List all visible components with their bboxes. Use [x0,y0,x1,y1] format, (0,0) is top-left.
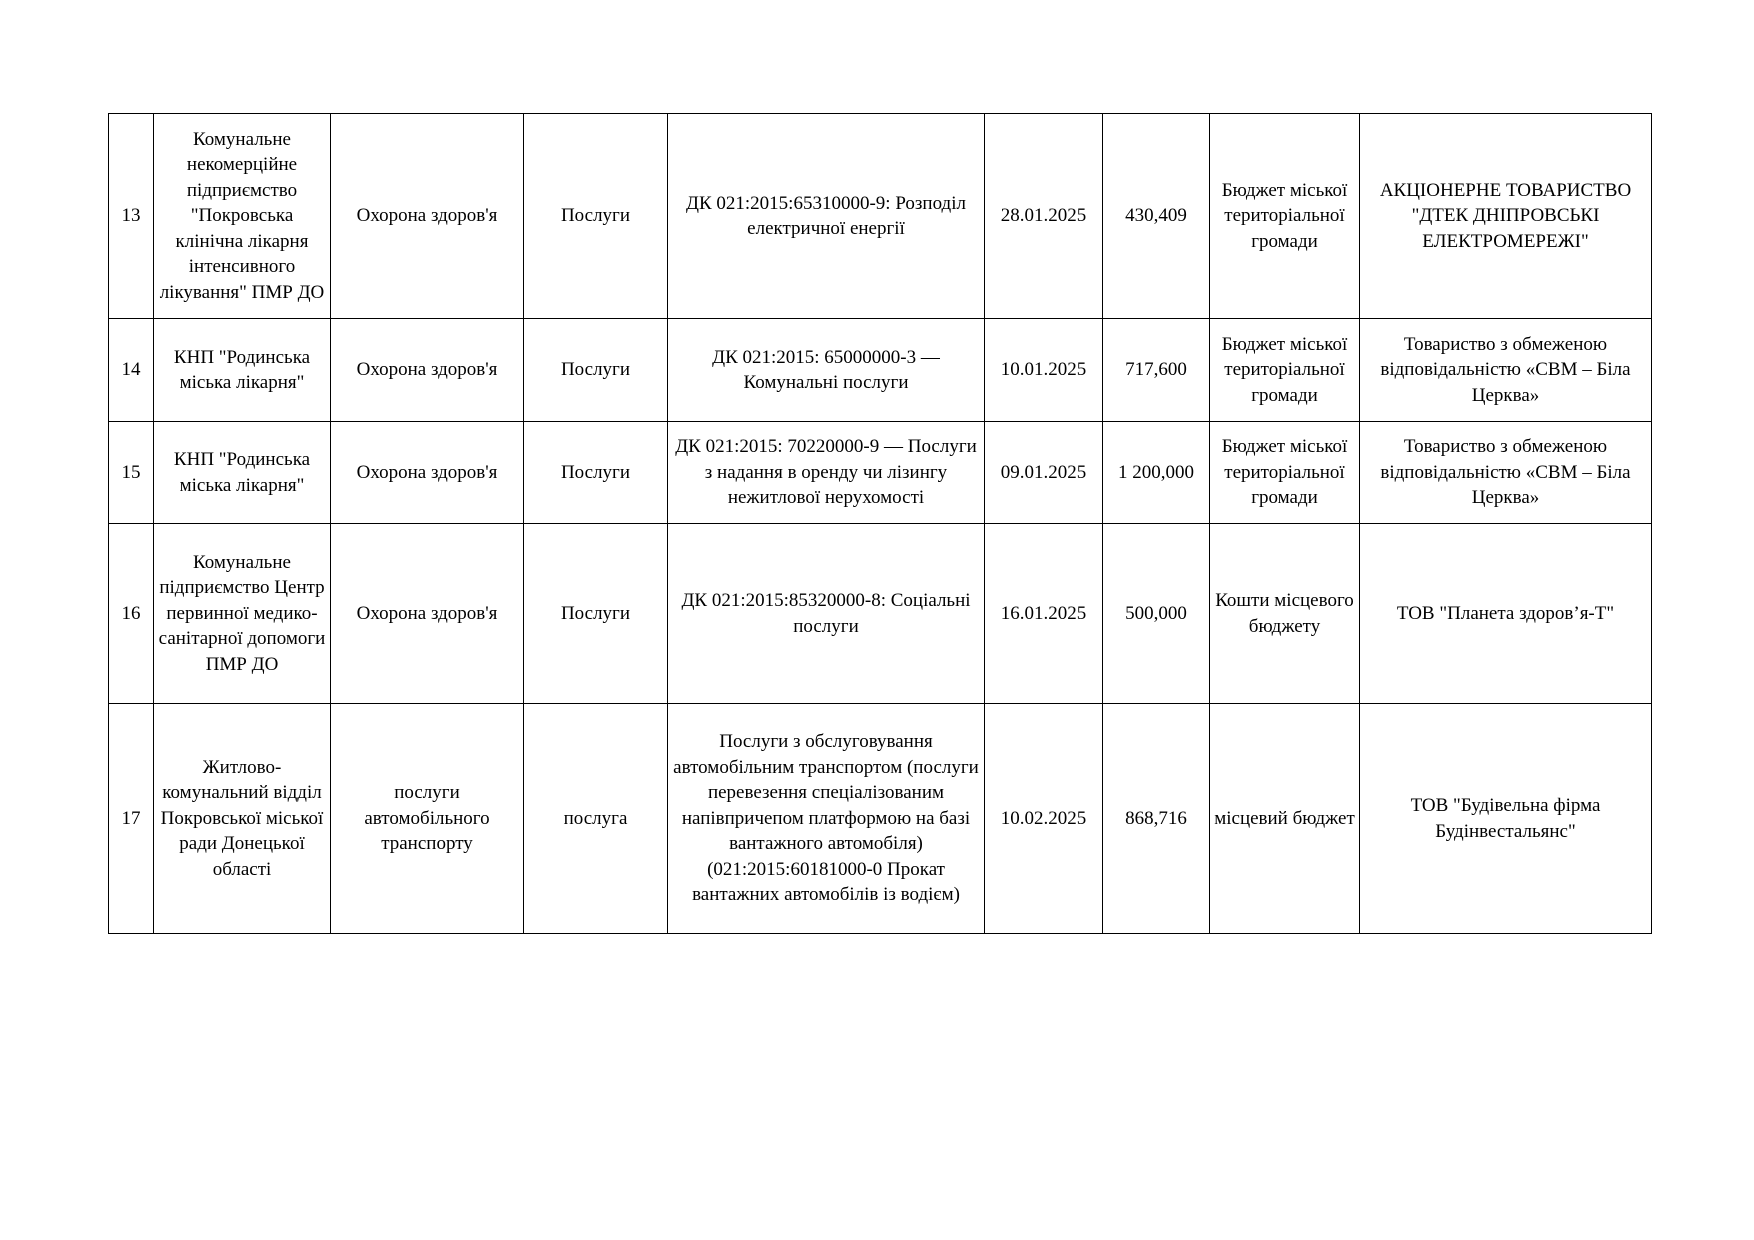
sector-cell: Охорона здоров'я [331,319,524,422]
amount-cell: 1 200,000 [1103,422,1210,524]
funding-cell: Кошти місцевого бюджету [1210,524,1360,704]
date-cell: 28.01.2025 [985,114,1103,319]
sector-cell: Охорона здоров'я [331,524,524,704]
sector-cell: Охорона здоров'я [331,114,524,319]
type-cell: Послуги [524,422,668,524]
customer-cell: КНП "Родинська міська лікарня" [154,319,331,422]
row-number: 13 [109,114,154,319]
subject-cell: ДК 021:2015:85320000-8: Соціальні послуги [668,524,985,704]
row-number: 17 [109,704,154,934]
table-row [109,422,1652,524]
funding-cell: Бюджет міської територіальної громади [1210,422,1360,524]
customer-cell: Комунальне некомерційне підприємство "Покровська клінічна лікарня інтенсивного лікування" ПМР ДО [154,114,331,319]
customer-cell: КНП "Родинська міська лікарня" [154,422,331,524]
type-cell: Послуги [524,319,668,422]
date-cell: 10.02.2025 [985,704,1103,934]
table-row [109,704,1652,934]
table-row [109,114,1652,319]
subject-cell: ДК 021:2015: 70220000-9 — Послуги з надання в оренду чи лізингу нежитлової нерухомості [668,422,985,524]
subject-cell: Послуги з обслуговування автомобільним транспортом (послуги перевезення спеціалізованим напівпричепом платформою на базі вантажного автомобіля) (021:2015:60181000-0 Прокат вантажних автомобілів із водієм) [668,704,985,934]
funding-cell: Бюджет міської територіальної громади [1210,114,1360,319]
supplier-cell: Товариство з обмеженою відповідальністю «СВМ – Біла Церква» [1360,319,1652,422]
subject-cell: ДК 021:2015:65310000-9: Розподіл електричної енергії [668,114,985,319]
amount-cell: 717,600 [1103,319,1210,422]
funding-cell: місцевий бюджет [1210,704,1360,934]
sector-cell: Охорона здоров'я [331,422,524,524]
procurement-table [108,113,1652,934]
amount-cell: 868,716 [1103,704,1210,934]
type-cell: Послуги [524,524,668,704]
row-number: 16 [109,524,154,704]
supplier-cell: ТОВ "Будівельна фірма Будінвестальянс" [1360,704,1652,934]
amount-cell: 430,409 [1103,114,1210,319]
date-cell: 16.01.2025 [985,524,1103,704]
date-cell: 09.01.2025 [985,422,1103,524]
type-cell: Послуги [524,114,668,319]
customer-cell: Комунальне підприємство Центр первинної медико-санітарної допомоги ПМР ДО [154,524,331,704]
table-row [109,524,1652,704]
sector-cell: послуги автомобільного транспорту [331,704,524,934]
supplier-cell: Товариство з обмеженою відповідальністю «СВМ – Біла Церква» [1360,422,1652,524]
table-row [109,319,1652,422]
amount-cell: 500,000 [1103,524,1210,704]
row-number: 15 [109,422,154,524]
subject-cell: ДК 021:2015: 65000000-3 — Комунальні послуги [668,319,985,422]
customer-cell: Житлово-комунальний відділ Покровської міської ради Донецької області [154,704,331,934]
date-cell: 10.01.2025 [985,319,1103,422]
funding-cell: Бюджет міської територіальної громади [1210,319,1360,422]
supplier-cell: АКЦІОНЕРНЕ ТОВАРИСТВО "ДТЕК ДНІПРОВСЬКІ ЕЛЕКТРОМЕРЕЖІ" [1360,114,1652,319]
row-number: 14 [109,319,154,422]
supplier-cell: ТОВ "Планета здоров’я-Т" [1360,524,1652,704]
type-cell: послуга [524,704,668,934]
